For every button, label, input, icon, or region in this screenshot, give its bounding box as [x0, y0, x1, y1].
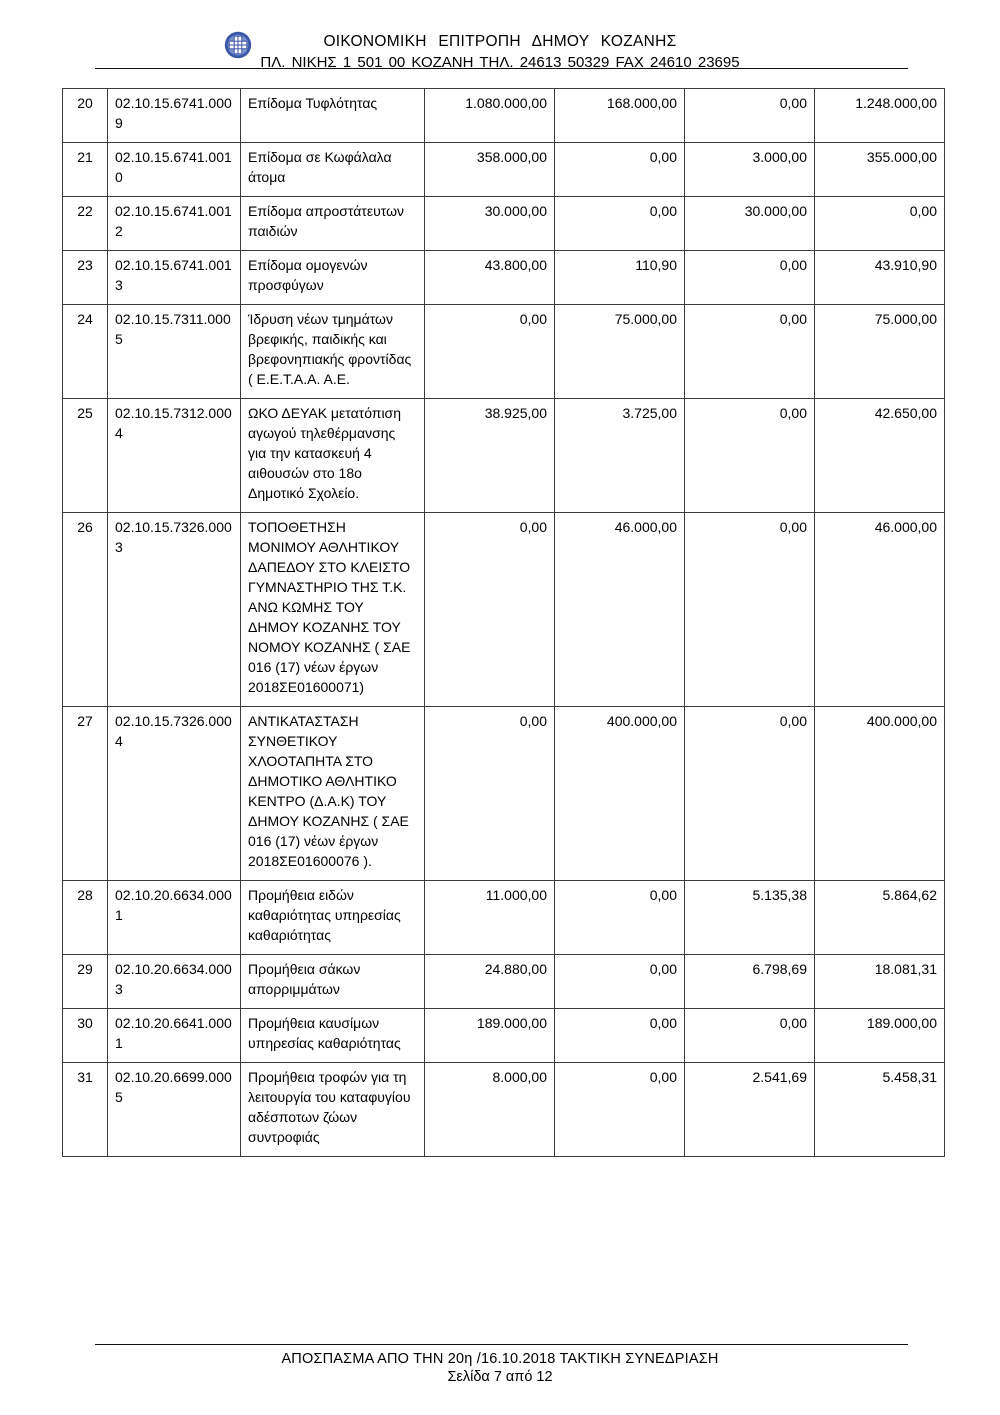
amount-col-2: 400.000,00 — [555, 707, 685, 881]
row-number: 22 — [63, 197, 108, 251]
row-number: 20 — [63, 89, 108, 143]
amount-col-4: 400.000,00 — [815, 707, 945, 881]
amount-col-4: 18.081,31 — [815, 955, 945, 1009]
row-description: Προμήθεια τροφών για τη λειτουργία του καταφυγίου αδέσποτων ζώων συντροφιάς — [241, 1063, 425, 1157]
amount-col-1: 8.000,00 — [425, 1063, 555, 1157]
budget-code: 02.10.15.7311.0005 — [108, 305, 241, 399]
budget-code: 02.10.15.6741.0009 — [108, 89, 241, 143]
committee-title: ΟΙΚΟΝΟΜΙΚΗ ΕΠΙΤΡΟΠΗ ΔΗΜΟΥ ΚΟΖΑΝΗΣ — [323, 33, 677, 50]
row-description: ΩΚΟ ΔΕΥΑΚ μετατόπιση αγωγού τηλεθέρμανσης για την κατασκευή 4 αιθουσών στο 18ο Δημοτικό Σχολείο. — [241, 399, 425, 513]
budget-code: 02.10.20.6641.0001 — [108, 1009, 241, 1063]
amount-col-3: 0,00 — [685, 399, 815, 513]
amount-col-1: 0,00 — [425, 513, 555, 707]
row-description: Ίδρυση νέων τμημάτων βρεφικής, παιδικής και βρεφονηπιακής φροντίδας ( Ε.Ε.Τ.Α.Α. Α.Ε. — [241, 305, 425, 399]
table-row — [63, 881, 945, 955]
row-number: 31 — [63, 1063, 108, 1157]
table-row — [63, 955, 945, 1009]
amount-col-3: 30.000,00 — [685, 197, 815, 251]
budget-table — [62, 88, 945, 1157]
amount-col-4: 42.650,00 — [815, 399, 945, 513]
amount-col-2: 0,00 — [555, 955, 685, 1009]
amount-col-1: 38.925,00 — [425, 399, 555, 513]
row-number: 24 — [63, 305, 108, 399]
amount-col-3: 0,00 — [685, 251, 815, 305]
amount-col-4: 5.864,62 — [815, 881, 945, 955]
amount-col-3: 0,00 — [685, 305, 815, 399]
budget-code: 02.10.15.6741.0012 — [108, 197, 241, 251]
row-number: 28 — [63, 881, 108, 955]
amount-col-2: 3.725,00 — [555, 399, 685, 513]
budget-code: 02.10.20.6634.0001 — [108, 881, 241, 955]
table-row — [63, 399, 945, 513]
row-number: 26 — [63, 513, 108, 707]
table-row — [63, 305, 945, 399]
row-description: Προμήθεια ειδών καθαριότητας υπηρεσίας καθαριότητας — [241, 881, 425, 955]
amount-col-4: 43.910,90 — [815, 251, 945, 305]
table-row — [63, 513, 945, 707]
budget-code: 02.10.15.7326.0004 — [108, 707, 241, 881]
amount-col-1: 0,00 — [425, 707, 555, 881]
amount-col-2: 0,00 — [555, 1009, 685, 1063]
amount-col-1: 1.080.000,00 — [425, 89, 555, 143]
row-description: Επίδομα απροστάτευτων παιδιών — [241, 197, 425, 251]
row-number: 25 — [63, 399, 108, 513]
amount-col-4: 355.000,00 — [815, 143, 945, 197]
amount-col-3: 6.798,69 — [685, 955, 815, 1009]
row-description: ΤΟΠΟΘΕΤΗΣΗ ΜΟΝΙΜΟΥ ΑΘΛΗΤΙΚΟΥ ΔΑΠΕΔΟΥ ΣΤΟ ΚΛΕΙΣΤΟ ΓΥΜΝΑΣΤΗΡΙΟ ΤΗΣ Τ.Κ. ΑΝΩ ΚΩΜΗΣ ΤΟΥ ΔΗΜΟΥ ΚΟΖΑΝΗΣ ΤΟΥ ΝΟΜΟΥ ΚΟΖΑΝΗΣ ( ΣΑΕ 016 (17) νέων έργων 2018ΣΕ01600071) — [241, 513, 425, 707]
budget-code: 02.10.15.7312.0004 — [108, 399, 241, 513]
amount-col-2: 0,00 — [555, 881, 685, 955]
row-description: Επίδομα Τυφλότητας — [241, 89, 425, 143]
table-row — [63, 1009, 945, 1063]
amount-col-2: 168.000,00 — [555, 89, 685, 143]
amount-col-3: 0,00 — [685, 1009, 815, 1063]
committee-address: ΠΛ. ΝΙΚΗΣ 1 501 00 ΚΟΖΑΝΗ ΤΗΛ. 24613 50329 FAX 24610 23695 — [260, 54, 740, 71]
amount-col-1: 11.000,00 — [425, 881, 555, 955]
amount-col-1: 358.000,00 — [425, 143, 555, 197]
budget-code: 02.10.20.6634.0003 — [108, 955, 241, 1009]
amount-col-4: 46.000,00 — [815, 513, 945, 707]
table-row — [63, 707, 945, 881]
budget-code: 02.10.15.6741.0013 — [108, 251, 241, 305]
amount-col-1: 189.000,00 — [425, 1009, 555, 1063]
row-description: Προμήθεια καυσίμων υπηρεσίας καθαριότητας — [241, 1009, 425, 1063]
amount-col-1: 24.880,00 — [425, 955, 555, 1009]
amount-col-3: 0,00 — [685, 89, 815, 143]
page-footer — [0, 1344, 1000, 1385]
row-number: 21 — [63, 143, 108, 197]
amount-col-4: 0,00 — [815, 197, 945, 251]
table-row — [63, 251, 945, 305]
budget-table-body — [63, 89, 945, 1157]
amount-col-3: 3.000,00 — [685, 143, 815, 197]
amount-col-3: 0,00 — [685, 707, 815, 881]
header-divider — [95, 68, 908, 69]
table-row — [63, 1063, 945, 1157]
amount-col-3: 5.135,38 — [685, 881, 815, 955]
row-number: 23 — [63, 251, 108, 305]
row-description: Επίδομα ομογενών προσφύγων — [241, 251, 425, 305]
amount-col-2: 75.000,00 — [555, 305, 685, 399]
amount-col-3: 0,00 — [685, 513, 815, 707]
row-number: 30 — [63, 1009, 108, 1063]
row-description: Επίδομα σε Κωφάλαλα άτομα — [241, 143, 425, 197]
page-number: Σελίδα 7 από 12 — [447, 1369, 553, 1385]
table-row — [63, 89, 945, 143]
amount-col-2: 0,00 — [555, 197, 685, 251]
budget-code: 02.10.20.6699.0005 — [108, 1063, 241, 1157]
row-description: ΑΝΤΙΚΑΤΑΣΤΑΣΗ ΣΥΝΘΕΤΙΚΟΥ ΧΛΟΟΤΑΠΗΤΑ ΣΤΟ ΔΗΜΟΤΙΚΟ ΑΘΛΗΤΙΚΟ ΚΕΝΤΡΟ (Δ.Α.Κ) ΤΟΥ ΔΗΜΟΥ ΚΟΖΑΝΗΣ ( ΣΑΕ 016 (17) νέων έργων 2018ΣΕ01600076 ). — [241, 707, 425, 881]
amount-col-2: 0,00 — [555, 1063, 685, 1157]
session-extract-note: ΑΠΟΣΠΑΣΜΑ ΑΠΟ ΤΗΝ 20η /16.10.2018 ΤΑΚΤΙΚΗ ΣΥΝΕΔΡΙΑΣΗ — [281, 1351, 719, 1367]
budget-code: 02.10.15.7326.0003 — [108, 513, 241, 707]
footer-divider — [95, 1344, 908, 1345]
amount-col-4: 189.000,00 — [815, 1009, 945, 1063]
table-row — [63, 197, 945, 251]
amount-col-2: 46.000,00 — [555, 513, 685, 707]
amount-col-4: 75.000,00 — [815, 305, 945, 399]
amount-col-3: 2.541,69 — [685, 1063, 815, 1157]
amount-col-1: 0,00 — [425, 305, 555, 399]
amount-col-4: 1.248.000,00 — [815, 89, 945, 143]
row-description: Προμήθεια σάκων απορριμμάτων — [241, 955, 425, 1009]
row-number: 29 — [63, 955, 108, 1009]
amount-col-2: 110,90 — [555, 251, 685, 305]
budget-code: 02.10.15.6741.0010 — [108, 143, 241, 197]
table-row — [63, 143, 945, 197]
amount-col-1: 30.000,00 — [425, 197, 555, 251]
amount-col-4: 5.458,31 — [815, 1063, 945, 1157]
row-number: 27 — [63, 707, 108, 881]
amount-col-1: 43.800,00 — [425, 251, 555, 305]
amount-col-2: 0,00 — [555, 143, 685, 197]
page-header — [0, 33, 1000, 71]
